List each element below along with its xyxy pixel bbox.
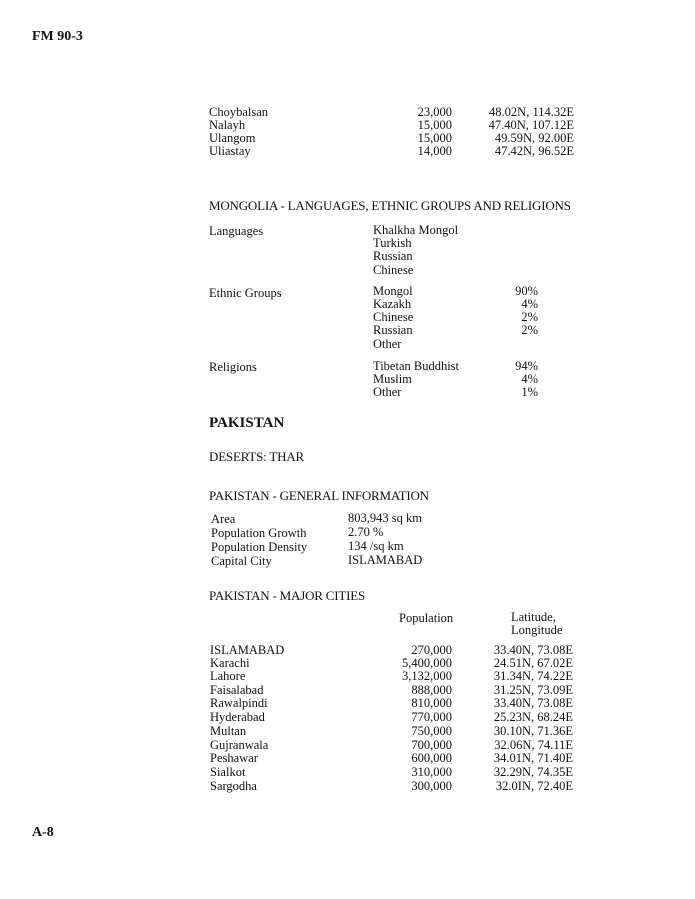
religion-name: Tibetan Buddhist [373,359,460,373]
info-label: Population Density [211,540,308,554]
city-name: Karachi [210,656,250,670]
info-label: Area [211,512,236,526]
table-row [0,657,695,670]
column-header-longitude: Longitude [511,623,563,637]
city-coordinates: 33.40N, 73.08E [493,696,573,710]
table-row [0,752,695,765]
city-name: Gujranwala [210,738,269,752]
city-population: 770,000 [411,710,452,724]
city-population: 810,000 [411,696,452,710]
table-row [0,145,695,158]
ethnic-group-name: Kazakh [373,297,412,311]
ethnic-group-name: Mongol [373,284,413,298]
city-name: Peshawar [210,751,258,765]
city-population: 5,400,000 [402,656,452,670]
table-row [0,725,695,738]
language-item: Turkish [373,236,412,250]
city-name: Lahore [210,669,246,683]
city-population: 15,000 [417,118,452,132]
city-coordinates: 47.40N, 107.12E [488,118,574,132]
ethnic-group-name: Chinese [373,310,414,324]
religion-percent: 4% [521,372,538,386]
ethnic-group-name: Other [373,337,402,351]
city-name: ISLAMABAD [210,643,285,657]
city-coordinates: 31.34N, 74.22E [493,669,573,683]
religion-name: Other [373,385,402,399]
city-coordinates: 33.40N, 73.08E [493,643,573,657]
city-population: 300,000 [411,779,452,793]
column-header-latitude: Latitude, [511,610,556,624]
ethnic-group-name: Russian [373,323,413,337]
ethnic-group-percent: 90% [515,284,538,298]
city-population: 600,000 [411,751,452,765]
ethnic-group-percent: 2% [521,323,538,337]
ethnic-group-percent: 2% [521,310,538,324]
info-label: Capital City [211,554,272,568]
city-population: 750,000 [411,724,452,738]
table-row [0,697,695,710]
language-item: Russian [373,249,413,263]
table-row [0,711,695,724]
city-coordinates: 49.59N, 92.00E [494,131,574,145]
city-coordinates: 25.23N, 68.24E [493,710,573,724]
info-value: 134 /sq km [348,539,404,553]
ethnic-group-percent: 4% [521,297,538,311]
city-name: Sargodha [210,779,257,793]
city-population: 15,000 [417,131,452,145]
table-row [0,739,695,752]
city-population: 270,000 [411,643,452,657]
document-id: FM 90-3 [32,29,83,44]
languages-label: Languages [209,224,264,238]
table-row [0,670,695,683]
city-population: 23,000 [417,105,452,119]
table-row [0,132,695,145]
city-name: Sialkot [210,765,246,779]
country-title: PAKISTAN [209,415,285,431]
deserts-line: DESERTS: THAR [209,449,304,464]
religion-name: Muslim [373,372,412,386]
city-population: 310,000 [411,765,452,779]
city-coordinates: 47.42N, 96.52E [494,144,574,158]
info-label: Population Growth [211,526,307,540]
city-population: 3,132,000 [402,669,452,683]
column-header-population: Population [399,611,454,625]
info-value: 2.70 % [348,525,384,539]
city-population: 888,000 [411,683,452,697]
city-coordinates: 32.29N, 74.35E [493,765,573,779]
table-row [0,684,695,697]
ethnic-groups-label: Ethnic Groups [209,286,282,300]
table-row [0,106,695,119]
table-row [0,644,695,657]
city-name: Uliastay [209,144,251,158]
city-name: Choybalsan [209,105,269,119]
table-row [0,119,695,132]
religion-percent: 94% [515,359,538,373]
city-coordinates: 32.06N, 74.11E [494,738,573,752]
city-coordinates: 31.25N, 73.09E [493,683,573,697]
table-row [0,766,695,779]
table-row [0,780,695,793]
city-population: 14,000 [417,144,452,158]
page-number: A-8 [32,825,54,840]
section-heading: MONGOLIA - LANGUAGES, ETHNIC GROUPS AND RELIGIONS [209,198,571,213]
city-name: Rawalpindi [210,696,268,710]
city-name: Nalayh [209,118,246,132]
city-coordinates: 32.0IN, 72.40E [495,779,573,793]
city-name: Hyderabad [210,710,265,724]
info-value: 803,943 sq km [348,511,422,525]
city-population: 700,000 [411,738,452,752]
religions-label: Religions [209,360,257,374]
city-coordinates: 24.51N, 67.02E [493,656,573,670]
city-coordinates: 30.10N, 71.36E [493,724,573,738]
city-name: Faisalabad [210,683,264,697]
city-coordinates: 48.02N, 114.32E [489,105,574,119]
city-name: Ulangom [209,131,256,145]
religion-percent: 1% [521,385,538,399]
section-heading: PAKISTAN - GENERAL INFORMATION [209,488,429,503]
language-item: Khalkha Mongol [373,223,459,237]
city-coordinates: 34.01N, 71.40E [493,751,573,765]
language-item: Chinese [373,263,414,277]
section-heading: PAKISTAN - MAJOR CITIES [209,588,366,603]
city-name: Multan [210,724,247,738]
info-value: ISLAMABAD [348,553,423,567]
